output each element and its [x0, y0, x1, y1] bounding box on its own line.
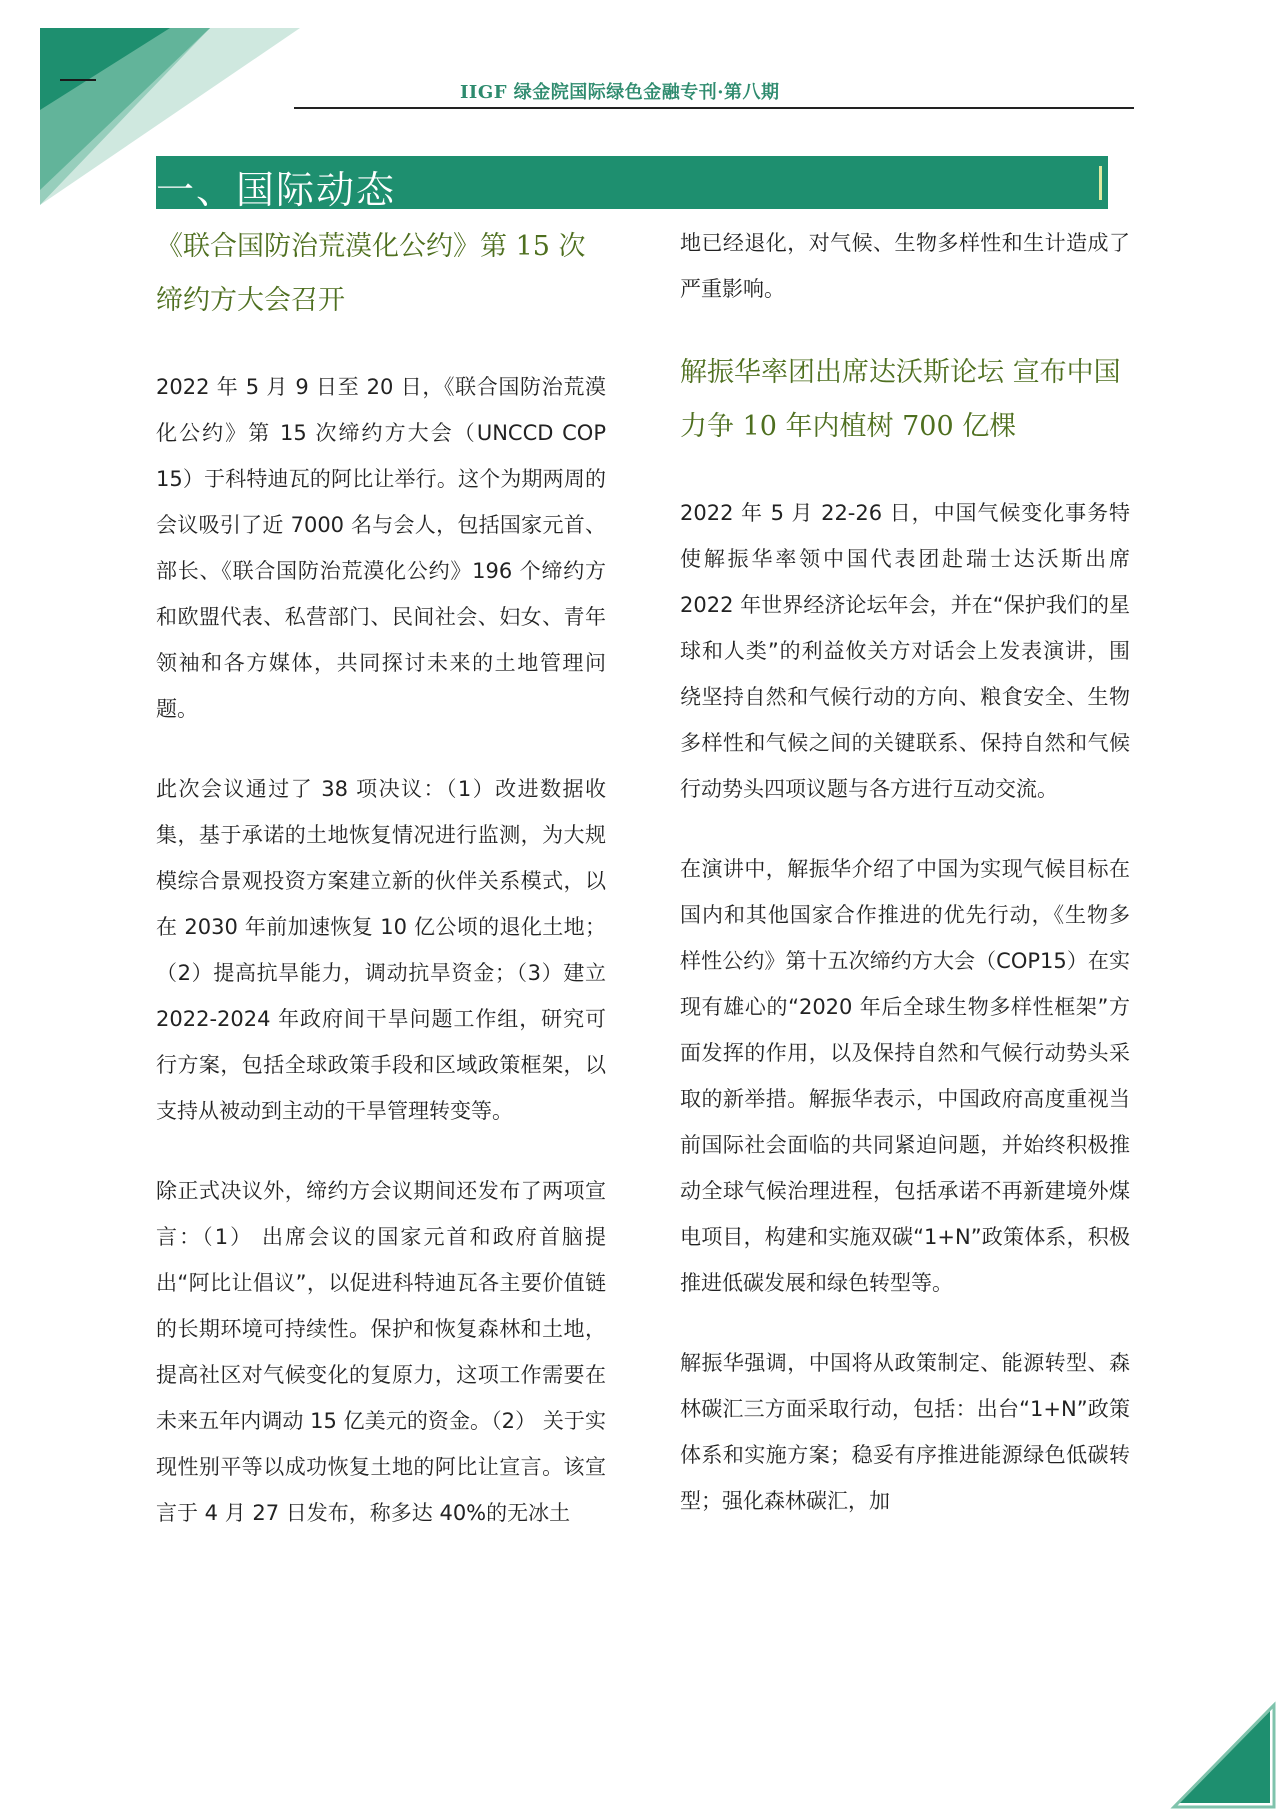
- article-title-davos: 解振华率团出席达沃斯论坛 宣布中国力争 10 年内植树 700 亿棵: [680, 357, 1121, 442]
- section-banner-accent: [1099, 166, 1102, 200]
- paragraph: 此次会议通过了 38 项决议：（1）改进数据收集，基于承诺的土地恢复情况进行监测，为大规模综合景观投资方案建立新的伙伴关系模式，以在 2030 年前加速恢复 10 亿公顷的退化土地；（2）提高抗旱能力，调动抗旱资金；（3）建立 2022-2024 年政府间干旱问题工作组，研究可行方案，包括全球政策手段和区域政策框架，以支持从被动到主动的干旱管理转变等。: [156, 777, 606, 1123]
- paragraph-continuation: 地已经退化，对气候、生物多样性和生计造成了严重影响。: [680, 231, 1130, 301]
- section-title: 一、国际动态: [156, 168, 397, 212]
- paragraph: 在演讲中，解振华介绍了中国为实现气候目标在国内和其他国家合作推进的优先行动，《生物多样性公约》第十五次缔约方大会（COP15）在实现有雄心的“2020 年后全球生物多样性框架”方面发挥的作用，以及保持自然和气候行动势头采取的新举措。解振华表示，中国政府高度重视当前国际社会面临的共同紧迫问题，并始终积极推动全球气候治理进程，包括承诺不再新建境外煤电项目，构建和实施双碳“1+N”政策体系，积极推进低碳发展和绿色转型等。: [680, 857, 1130, 1295]
- header-dash: [60, 79, 96, 81]
- section-banner: [156, 156, 1108, 212]
- corner-decoration-bottom-right: [1170, 1699, 1280, 1809]
- header-rule: [294, 107, 1134, 109]
- paragraph: 除正式决议外，缔约方会议期间还发布了两项宣言：（1） 出席会议的国家元首和政府首脑提出“阿比让倡议”，以促进科特迪瓦各主要价值链的长期环境可持续性。保护和恢复森林和土地，提高社区对气候变化的复原力，这项工作需要在未来五年内调动 15 亿美元的资金。（2） 关于实现性别平等以成功恢复土地的阿比让宣言。该宣言于 4 月 27 日发布，称多达 40%的无冰土: [156, 1179, 606, 1525]
- right-column: [680, 220, 1130, 1558]
- header-title: IIGF 绿金院国际绿色金融专刊·第八期: [460, 82, 780, 103]
- paragraph: 2022 年 5 月 9 日至 20 日，《联合国防治荒漠化公约》第 15 次缔约方大会（UNCCD COP 15）于科特迪瓦的阿比让举行。这个为期两周的会议吸引了近 7000 名与会人，包括国家元首、部长、《联合国防治荒漠化公约》196 个缔约方和欧盟代表、私营部门、民间社会、妇女、青年领袖和各方媒体，共同探讨未来的土地管理问题。: [156, 375, 606, 721]
- left-column: [156, 220, 606, 1570]
- paragraph: 解振华强调，中国将从政策制定、能源转型、森林碳汇三方面采取行动，包括：出台“1+N”政策体系和实施方案；稳妥有序推进能源绿色低碳转型；强化森林碳汇，加: [680, 1351, 1130, 1513]
- paragraph: 2022 年 5 月 22-26 日，中国气候变化事务特使解振华率领中国代表团赴瑞士达沃斯出席 2022 年世界经济论坛年会，并在“保护我们的星球和人类”的利益攸关方对话会上发表演讲，围绕坚持自然和气候行动的方向、粮食安全、生物多样性和气候之间的关键联系、保持自然和气候行动势头四项议题与各方进行互动交流。: [680, 501, 1130, 801]
- article-title-unccd: 《联合国防治荒漠化公约》第 15 次缔约方大会召开: [156, 231, 586, 316]
